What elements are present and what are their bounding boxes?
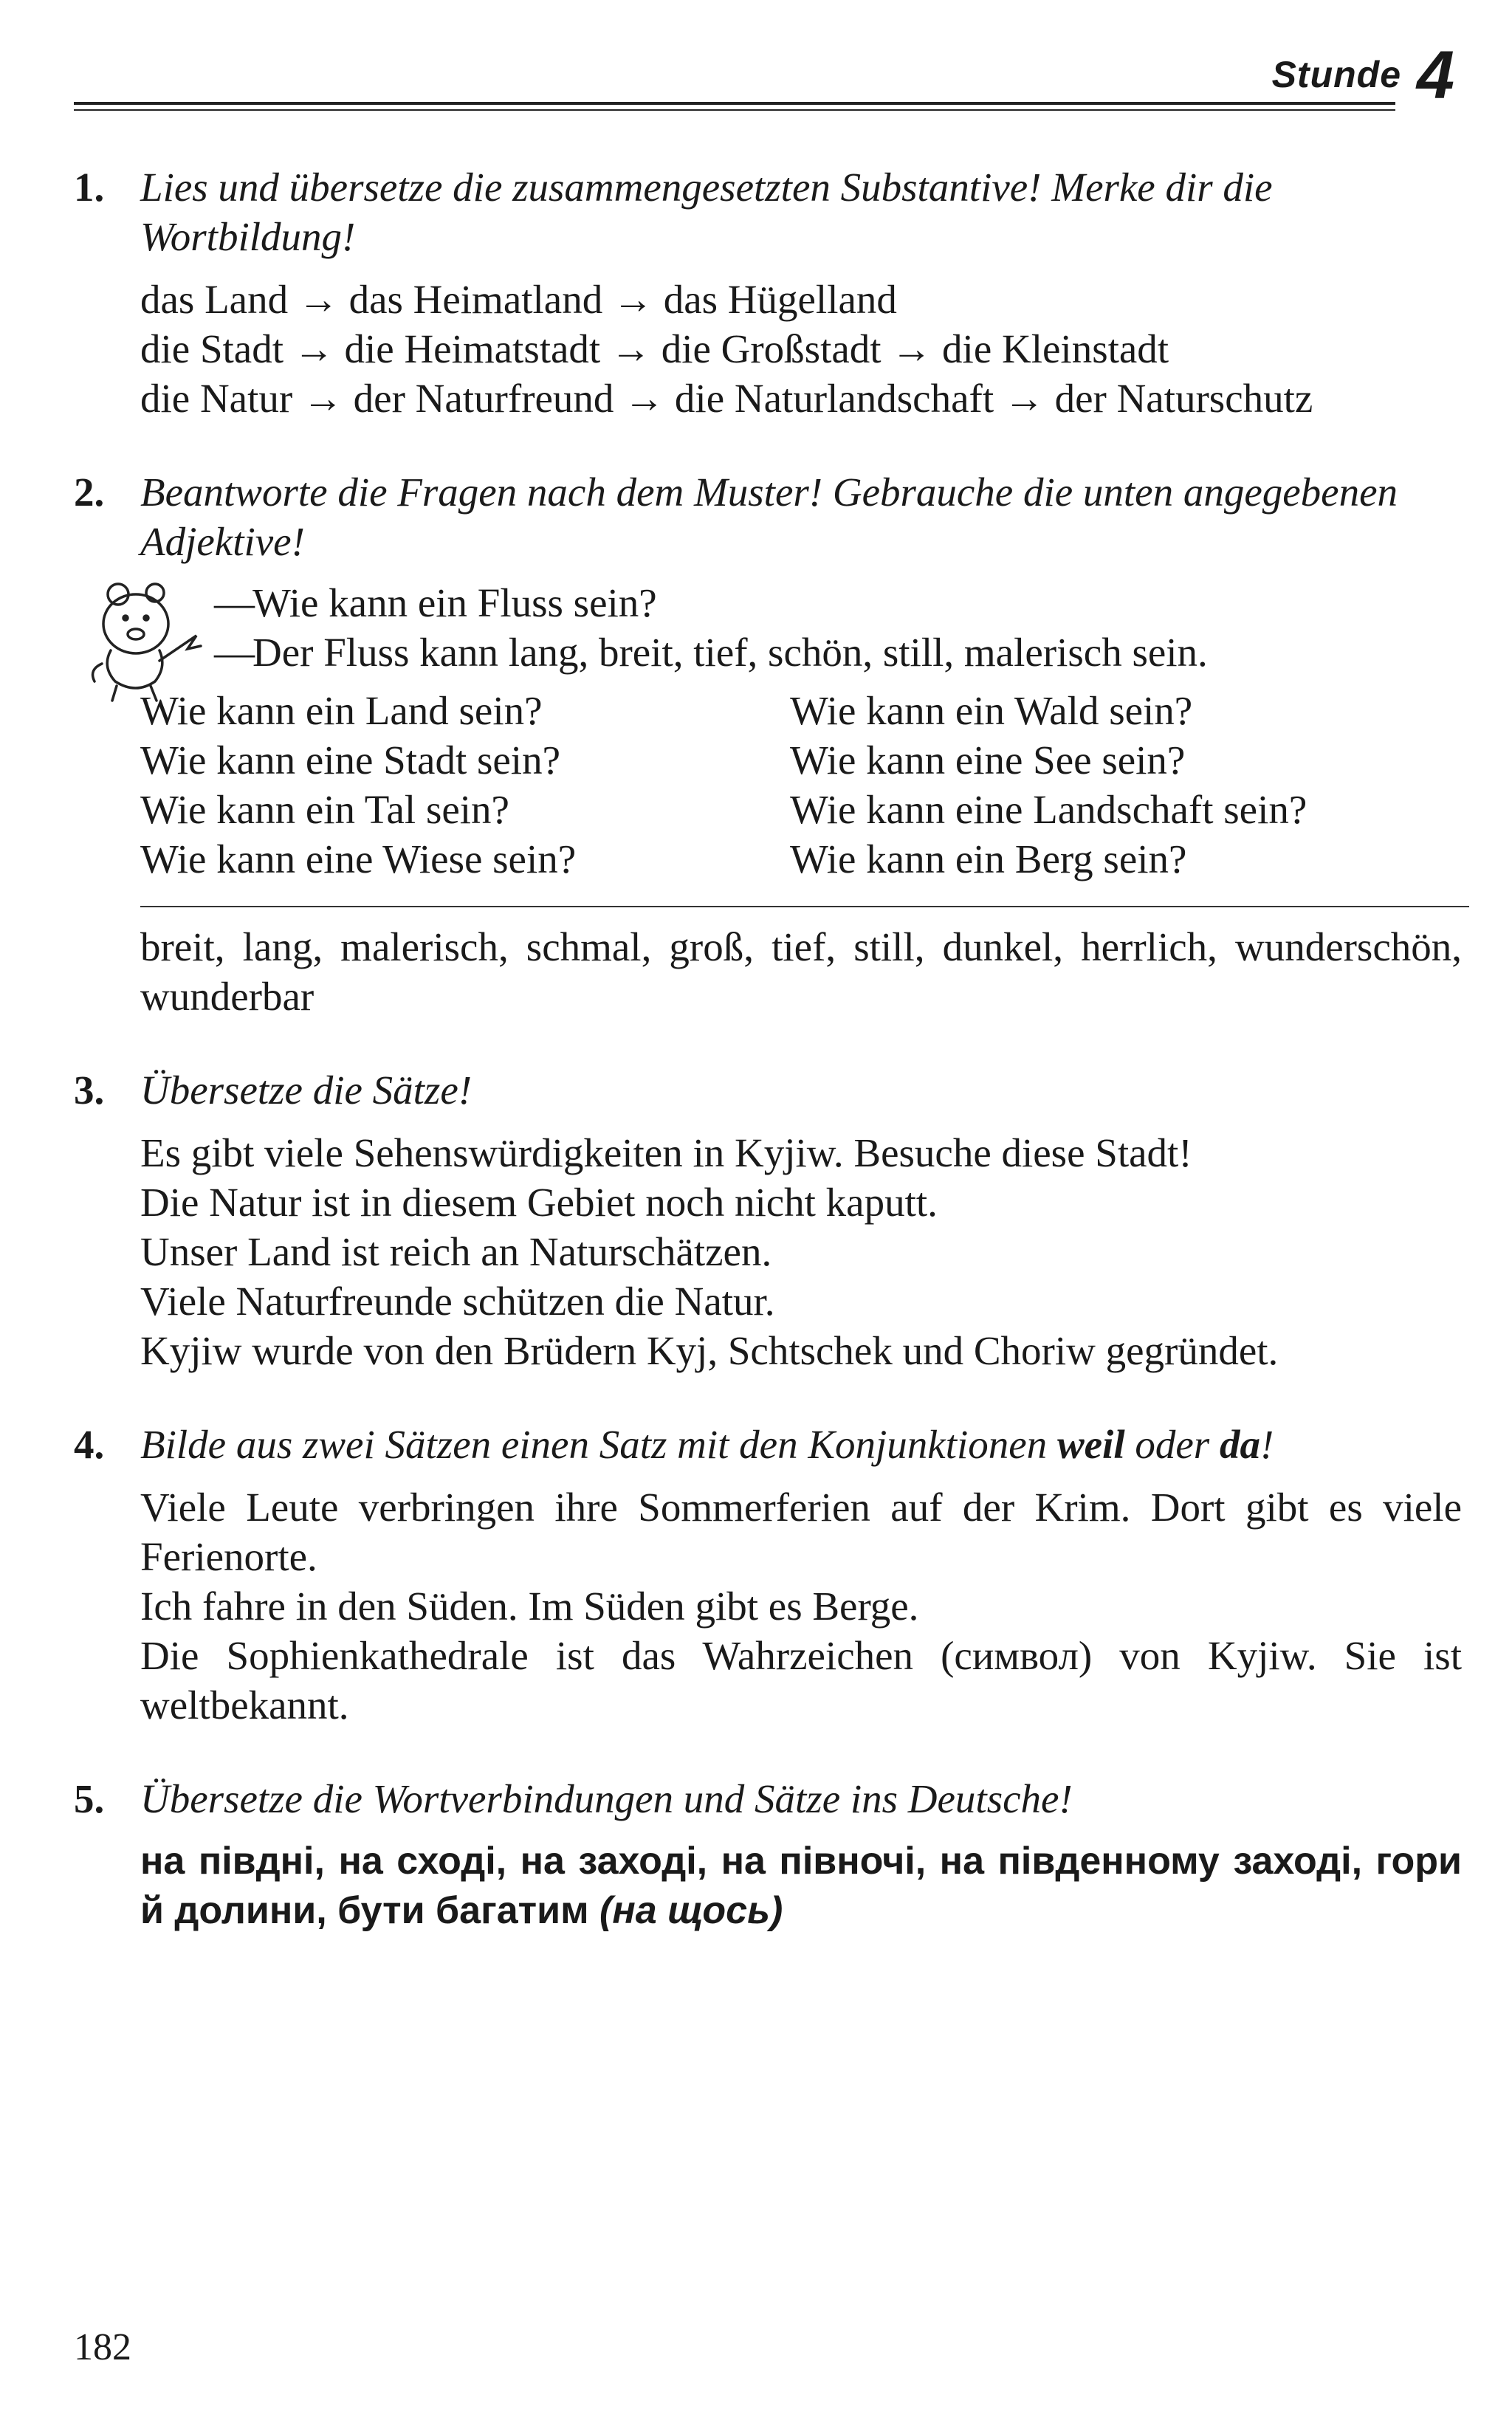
page-number: 182 xyxy=(74,2326,131,2368)
question-item: Wie kann eine See sein? xyxy=(790,738,1186,783)
task-instruction: Beantworte die Fragen nach dem Muster! Gebrauche die unten angegebenen Adjektive! xyxy=(140,470,1398,564)
question-item: Wie kann ein Wald sein? xyxy=(790,688,1193,733)
question-item: Wie kann eine Stadt sein? xyxy=(140,738,560,783)
divider xyxy=(140,906,1469,907)
keyword-weil: weil xyxy=(1056,1422,1125,1467)
lesson-label: Stunde xyxy=(1271,54,1401,95)
dialog-question xyxy=(214,578,1462,628)
sentence: Es gibt viele Sehenswürdigkeiten in Kyjiw. Besuche diese Stadt! xyxy=(140,1130,1192,1175)
dialog-dash: — xyxy=(214,630,255,675)
phrase-parenthetical: (на щось) xyxy=(599,1889,783,1932)
task-body xyxy=(140,1837,1462,1936)
example-dialog xyxy=(140,578,1462,677)
adjective-list: breit, lang, malerisch, schmal, groß, tief, still, dunkel, herrlich, wunderschön, wunderbar xyxy=(140,924,1462,1019)
task-instruction: Übersetze die Sätze! xyxy=(140,1068,472,1113)
question-grid xyxy=(140,686,1462,884)
page-content xyxy=(74,162,1462,1936)
task-instruction: Lies und übersetze die zusammengesetzten Substantive! Merke dir die Wortbildung! xyxy=(140,165,1273,259)
task-number: 2. xyxy=(74,470,105,515)
instruction-text: Bilde aus zwei Sätzen einen Satz mit den Konjunktionen xyxy=(140,1422,1048,1467)
question-item: Wie kann ein Land sein? xyxy=(140,688,543,733)
page-header xyxy=(74,38,1454,118)
sentence: Die Sophienkathedrale ist das Wahrzeichen (символ) von Kyjiw. Sie ist weltbekannt. xyxy=(140,1633,1462,1728)
word-chain: die Natur → der Naturfreund → die Naturlandschaft → der Naturschutz xyxy=(140,376,1313,421)
word-chain: die Stadt → die Heimatstadt → die Großstadt → die Kleinstadt xyxy=(140,326,1169,371)
keyword-da: da xyxy=(1219,1422,1260,1467)
task-5 xyxy=(74,1774,1462,1936)
header-rule-thin xyxy=(74,109,1395,111)
task-1 xyxy=(74,162,1462,423)
lesson-number: 4 xyxy=(1416,38,1454,113)
task-number: 4. xyxy=(74,1422,105,1467)
dialog-answer-text: Der Fluss kann lang, breit, tief, schön, still, malerisch sein. xyxy=(252,630,1208,675)
task-instruction xyxy=(140,1420,1462,1469)
sentence: Ich fahre in den Süden. Im Süden gibt es Berge. xyxy=(140,1584,919,1629)
dialog-question-text: Wie kann ein Fluss sein? xyxy=(252,580,657,625)
phrase-list: на півдні, на сході, на заході, на півночі, на південному заході, гори й долини, бути багатим xyxy=(140,1840,1462,1932)
task-instruction: Übersetze die Wortverbindungen und Sätze ins Deutsche! xyxy=(140,1776,1073,1821)
instruction-text: oder xyxy=(1135,1422,1210,1467)
question-item: Wie kann eine Landschaft sein? xyxy=(790,787,1307,832)
task-3 xyxy=(74,1065,1462,1375)
task-number: 1. xyxy=(74,165,105,210)
question-item: Wie kann ein Berg sein? xyxy=(790,836,1187,881)
task-number: 5. xyxy=(74,1776,105,1821)
word-chain: das Land → das Heimatland → das Hügelland xyxy=(140,277,897,322)
instruction-punct: ! xyxy=(1260,1422,1274,1467)
sentence: Viele Leute verbringen ihre Sommerferien auf der Krim. Dort gibt es viele Ferienorte. xyxy=(140,1485,1462,1579)
task-body xyxy=(140,1128,1462,1375)
task-body xyxy=(140,1482,1462,1730)
sentence: Viele Naturfreunde schützen die Natur. xyxy=(140,1279,775,1324)
question-item: Wie kann eine Wiese sein? xyxy=(140,836,577,881)
question-item: Wie kann ein Tal sein? xyxy=(140,787,509,832)
header-rule xyxy=(74,102,1395,105)
sentence: Kyjiw wurde von den Brüdern Kyj, Schtschek und Choriw gegründet. xyxy=(140,1328,1279,1373)
dialog-answer xyxy=(214,628,1462,677)
task-4 xyxy=(74,1420,1462,1730)
sentence: Die Natur ist in diesem Gebiet noch nicht kaputt. xyxy=(140,1180,938,1225)
bear-mascot-icon xyxy=(72,578,220,704)
task-2 xyxy=(74,467,1462,1021)
task-number: 3. xyxy=(74,1068,105,1113)
task-body xyxy=(140,275,1462,423)
dialog-dash: — xyxy=(214,580,255,625)
sentence: Unser Land ist reich an Naturschätzen. xyxy=(140,1229,772,1274)
